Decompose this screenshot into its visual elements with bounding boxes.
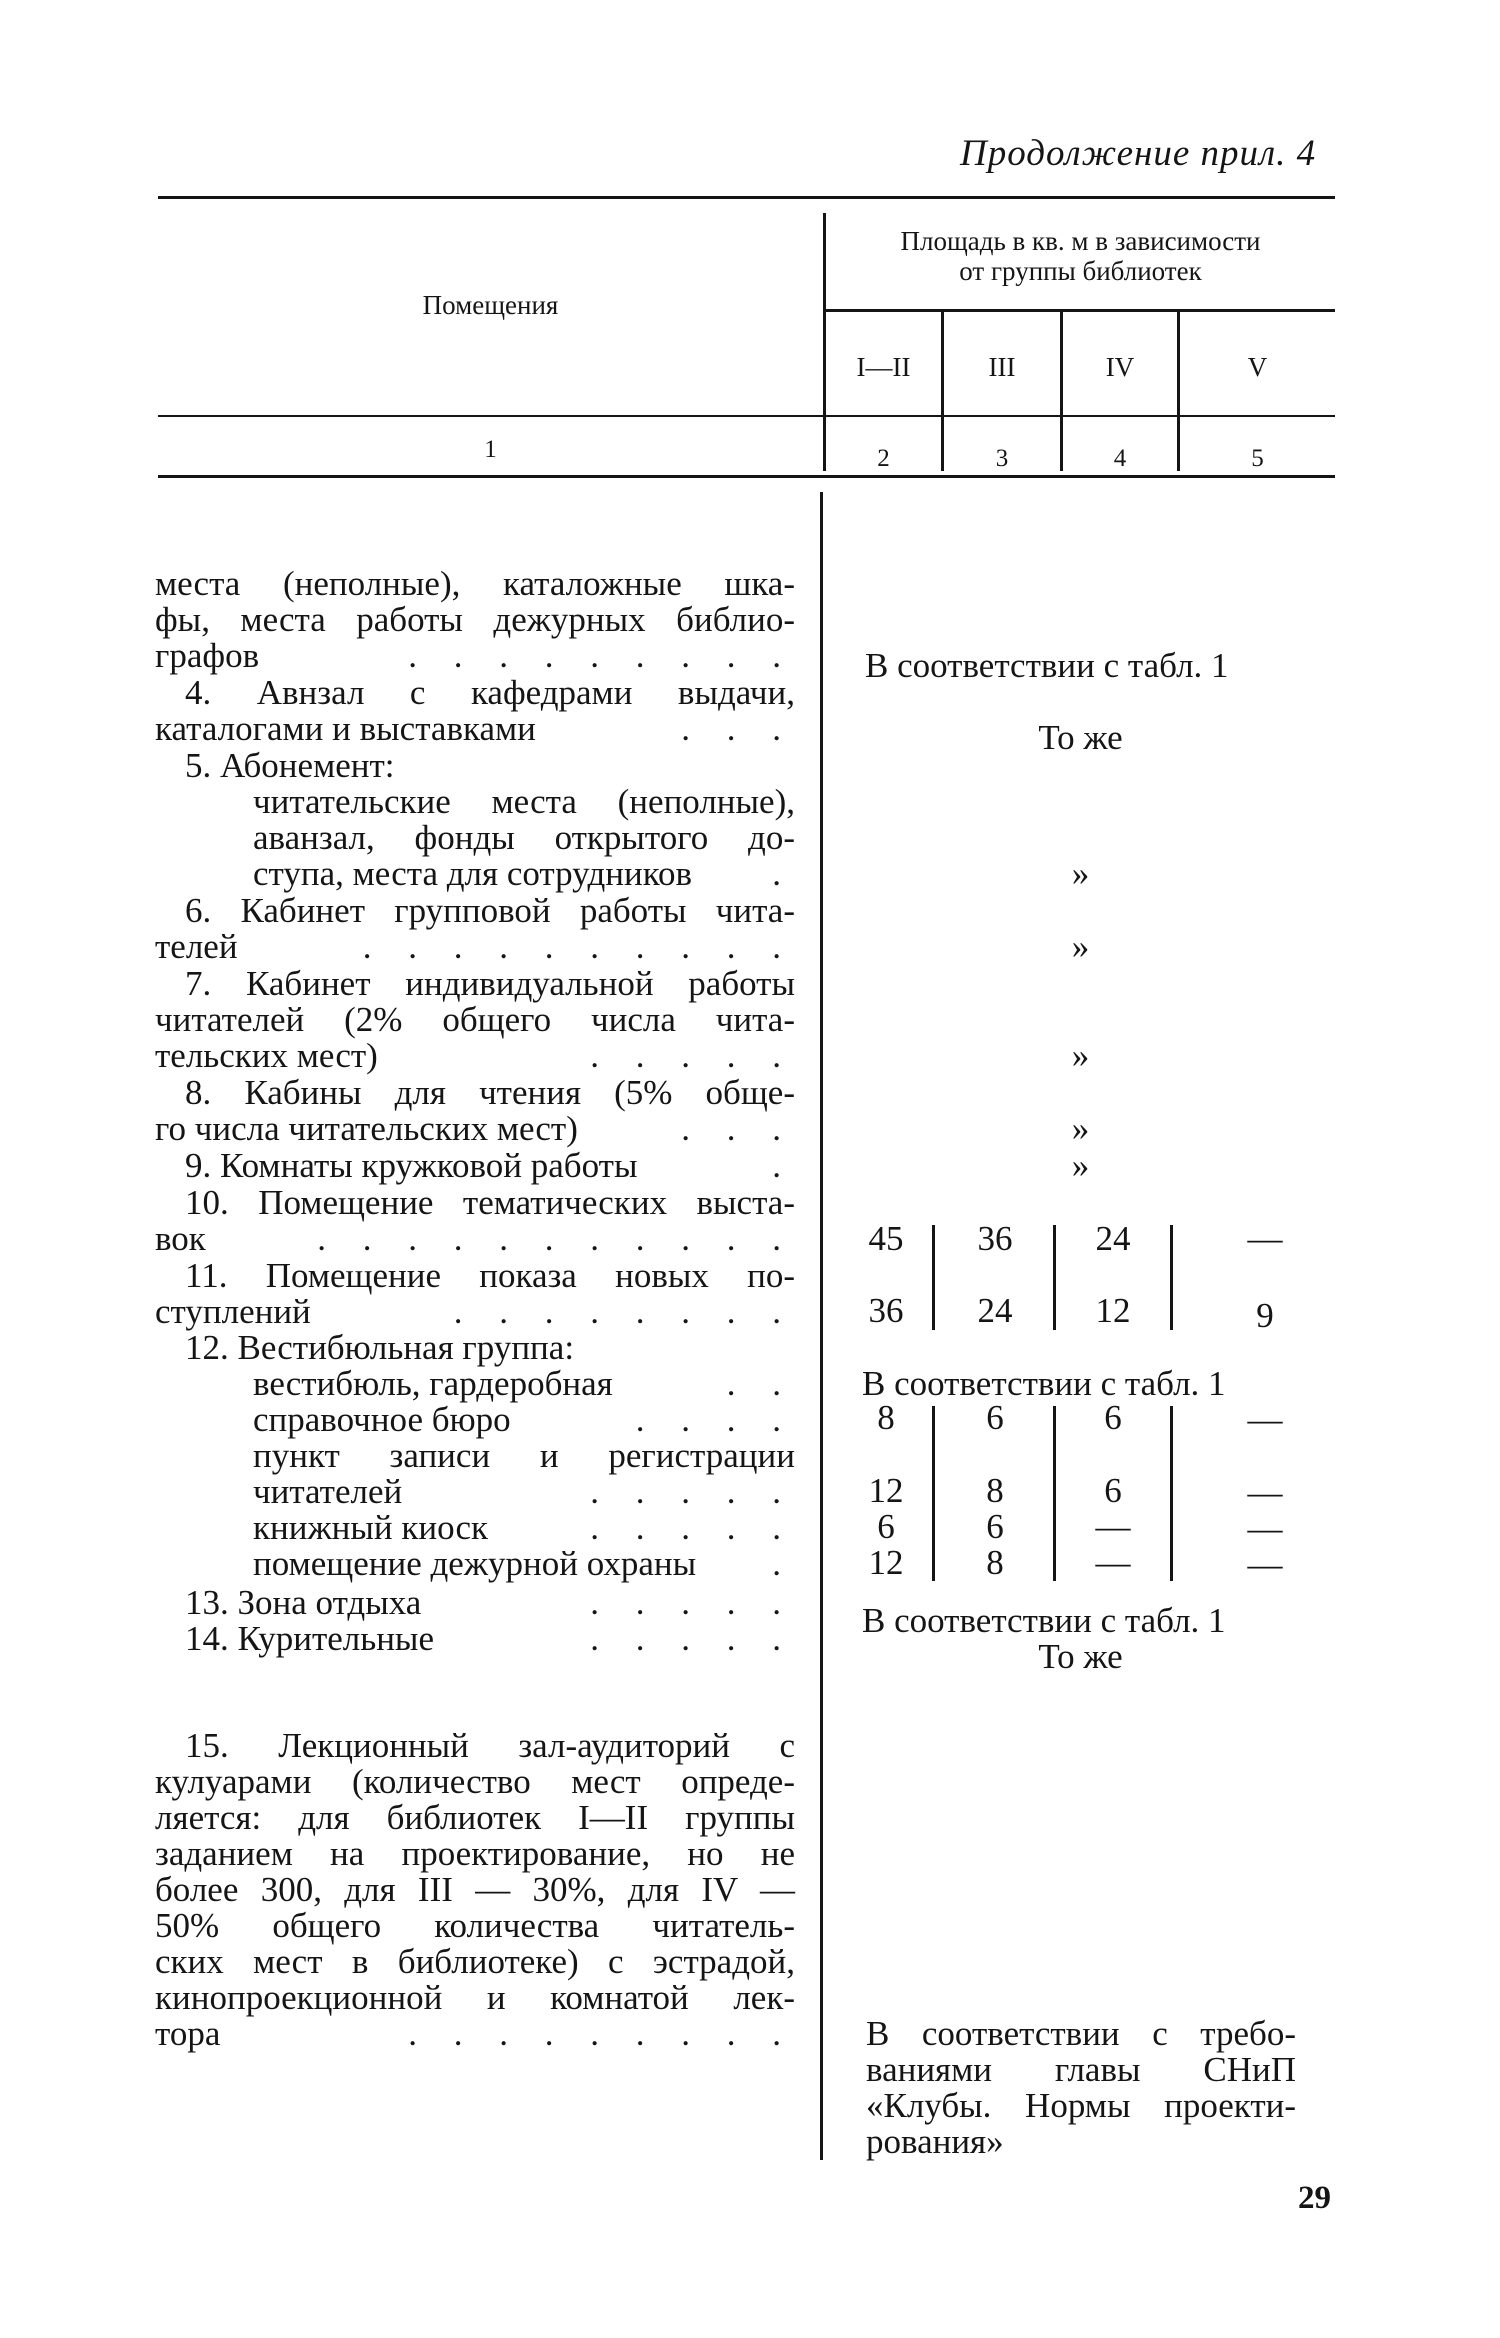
row-8 xyxy=(155,1075,795,1147)
value-r12e-g3: 8 xyxy=(986,1543,1004,1582)
leader-dots: . . . . . xyxy=(590,1472,795,1511)
row-line: 8. Кабины для чтения (5% обще- xyxy=(185,1073,795,1112)
row-line: 50% общего количества читатель- xyxy=(155,1906,795,1945)
value-r12a-g3: 6 xyxy=(986,1398,1004,1437)
group-header-1-2: I—II xyxy=(856,352,911,382)
value-divider-d xyxy=(932,1406,935,1581)
row-line: графов . . . . . . . . . xyxy=(155,636,795,675)
column-number-2: 2 xyxy=(877,445,890,472)
row-line: тора . . . . . . . . . xyxy=(155,2014,795,2053)
row-5 xyxy=(155,748,795,892)
value-r10-g3: 36 xyxy=(977,1219,1013,1258)
column-number-1: 1 xyxy=(484,436,497,463)
value-row-7: » xyxy=(1071,1036,1090,1075)
value-line: рования» xyxy=(866,2122,1004,2161)
table-top-rule xyxy=(158,196,1335,199)
row-6 xyxy=(155,893,795,965)
value-r12c-g3: 8 xyxy=(986,1471,1004,1510)
row-10 xyxy=(155,1185,795,1257)
value-line: «Клубы. Нормы проекти- xyxy=(866,2086,1296,2125)
value-divider-b xyxy=(1053,1225,1056,1330)
row-line: кулуарами (количество мест опреде- xyxy=(155,1762,795,1801)
row-line: 13. Зона отдыха . . . . . xyxy=(185,1583,795,1622)
value-divider-e xyxy=(1053,1406,1056,1581)
row-line: каталогами и выставками . . . xyxy=(155,709,795,748)
value-r12e-g12: 12 xyxy=(868,1543,904,1582)
column-number-3: 3 xyxy=(995,445,1009,472)
row-line: заданием на проектирование, но не xyxy=(155,1834,795,1873)
area-header-line-2: от группы библиотек xyxy=(959,256,1202,286)
value-row-3: В соответствии с табл. 1 xyxy=(865,646,1229,685)
page-number: 29 xyxy=(1298,2180,1331,2216)
value-r12c-g4: 6 xyxy=(1104,1471,1122,1510)
value-r11-g5: 9 xyxy=(1256,1296,1274,1335)
row-4 xyxy=(155,675,795,747)
value-line: ваниями главы СНиП xyxy=(866,2050,1296,2089)
row-line: ляется: для библиотек I—II группы xyxy=(155,1798,795,1837)
sub-row: пункт записи и регистрации xyxy=(253,1436,795,1475)
group-header-5: V xyxy=(1247,352,1268,382)
leader-dots: . xyxy=(772,1544,795,1583)
row-12 xyxy=(155,1330,795,1582)
value-row-4: То же xyxy=(1038,718,1123,757)
row-line: 14. Курительные . . . . . xyxy=(185,1619,795,1658)
row-line: 6. Кабинет групповой работы чита- xyxy=(185,891,795,930)
leader-dots: . . . xyxy=(681,1109,795,1148)
row-line: 11. Помещение показа новых по- xyxy=(185,1256,795,1295)
column-number-5: 5 xyxy=(1251,445,1264,472)
row-line: 15. Лекционный зал-аудиторий с xyxy=(185,1726,795,1765)
sub-row: вестибюль, гардеробная . . xyxy=(253,1364,795,1403)
value-r12e-g5: — xyxy=(1247,1545,1283,1584)
header-bottom-rule xyxy=(158,415,1335,417)
value-divider-c xyxy=(1170,1225,1173,1330)
row-9 xyxy=(155,1148,795,1184)
value-r12a-g4: 6 xyxy=(1104,1398,1122,1437)
body-column-divider xyxy=(820,492,823,2160)
row-title: 5. Абонемент: xyxy=(185,746,395,785)
row-line: ступа, места для сотрудников . xyxy=(253,854,795,893)
leader-dots: . . . . . . . . . xyxy=(408,2014,795,2053)
value-r10-g12: 45 xyxy=(868,1219,904,1258)
leader-dots: . . xyxy=(726,1364,795,1403)
area-header-line-1: Площадь в кв. м в зависимости xyxy=(900,226,1261,256)
row-line: 9. Комнаты кружковой работы . xyxy=(185,1146,795,1185)
row-line: телей . . . . . . . . . . xyxy=(155,927,795,966)
value-row-8: » xyxy=(1071,1109,1090,1148)
row-line: 7. Кабинет индивидуальной работы xyxy=(185,964,795,1003)
column-header-area xyxy=(826,226,1335,286)
row-line: кинопроекционной и комнатой лек- xyxy=(155,1978,795,2017)
value-r11-g12: 36 xyxy=(868,1291,904,1330)
value-r12c-g5: — xyxy=(1247,1473,1283,1512)
row-14 xyxy=(155,1621,795,1657)
row-line: го числа читательских мест) . . . xyxy=(155,1109,795,1148)
row-line: более 300, для III — 30%, для IV — xyxy=(155,1870,795,1909)
leader-dots: . . . . . . . . xyxy=(453,1292,795,1331)
leader-dots: . . . . . . . . . . . xyxy=(317,1219,795,1258)
value-r12a-g5: — xyxy=(1247,1400,1283,1439)
row-line: фы, места работы дежурных библио- xyxy=(155,600,795,639)
row-line: аванзал, фонды открытого до- xyxy=(253,818,795,857)
leader-dots: . . . xyxy=(681,709,795,748)
sub-row: читателей . . . . . xyxy=(253,1472,795,1511)
leader-dots: . . . . . . . . . xyxy=(408,636,795,675)
row-line: ских мест в библиотеке) с эстрадой, xyxy=(155,1942,795,1981)
value-row-9: » xyxy=(1071,1146,1090,1185)
row-7 xyxy=(155,966,795,1074)
leader-dots: . . . . . xyxy=(590,1619,795,1658)
leader-dots: . . . . xyxy=(635,1400,795,1439)
value-row-12: В соответствии с табл. 1 xyxy=(862,1364,1226,1403)
value-r12d-g5: — xyxy=(1247,1509,1283,1548)
row-3-continuation xyxy=(155,566,795,674)
row-line: 10. Помещение тематических выста- xyxy=(185,1183,795,1222)
row-line: 4. Авнзал с кафедрами выдачи, xyxy=(185,673,795,712)
leader-dots: . . . . . xyxy=(590,1036,795,1075)
row-line: вок . . . . . . . . . . . xyxy=(155,1219,795,1258)
value-divider-a xyxy=(932,1225,935,1330)
value-row-14: То же xyxy=(1038,1637,1123,1676)
column-number-4: 4 xyxy=(1113,445,1127,472)
row-15 xyxy=(155,1728,795,2052)
row-13 xyxy=(155,1585,795,1621)
row-line: тельских мест) . . . . . xyxy=(155,1036,795,1075)
value-r12d-g4: — xyxy=(1095,1507,1131,1546)
value-row-15 xyxy=(866,2016,1296,2160)
groups-rule xyxy=(823,309,1335,312)
value-row-6: » xyxy=(1071,927,1090,966)
group-header-3: III xyxy=(988,352,1016,382)
numbers-rule xyxy=(158,475,1335,478)
row-title: 12. Вестибюльная группа: xyxy=(185,1328,575,1367)
row-line: читателей (2% общего числа чита- xyxy=(155,1000,795,1039)
value-row-5: » xyxy=(1071,854,1090,893)
column-header-rooms: Помещения xyxy=(422,290,559,320)
value-r12d-g3: 6 xyxy=(986,1507,1004,1546)
row-line: читательские места (неполные), xyxy=(253,782,795,821)
value-divider-f xyxy=(1170,1406,1173,1581)
value-r11-g4: 12 xyxy=(1095,1291,1131,1330)
value-line: В соответствии с требо- xyxy=(866,2014,1296,2053)
sub-row: помещение дежурной охраны . xyxy=(253,1544,795,1583)
leader-dots: . . . . . . . . . . xyxy=(362,927,795,966)
row-11 xyxy=(155,1258,795,1330)
value-r11-g3: 24 xyxy=(977,1291,1013,1330)
leader-dots: . . . . . xyxy=(590,1583,795,1622)
value-r12e-g4: — xyxy=(1095,1543,1131,1582)
leader-dots: . xyxy=(772,1146,795,1185)
value-r10-g4: 24 xyxy=(1095,1219,1131,1258)
value-r10-g5: — xyxy=(1247,1219,1283,1258)
group-header-4: IV xyxy=(1105,352,1135,382)
value-row-13: В соответствии с табл. 1 xyxy=(862,1601,1226,1640)
value-r12d-g12: 6 xyxy=(877,1507,895,1546)
sub-row: книжный киоск . . . . . xyxy=(253,1508,795,1547)
row-line: места (неполные), каталожные шка- xyxy=(155,564,795,603)
leader-dots: . . . . . xyxy=(590,1508,795,1547)
value-r12a-g12: 8 xyxy=(877,1398,895,1437)
continuation-header: Продолжение прил. 4 xyxy=(960,133,1317,174)
row-line: ступлений . . . . . . . . xyxy=(155,1292,795,1331)
sub-row: справочное бюро . . . . xyxy=(253,1400,795,1439)
leader-dots: . xyxy=(772,854,795,893)
value-r12c-g12: 12 xyxy=(868,1471,904,1510)
